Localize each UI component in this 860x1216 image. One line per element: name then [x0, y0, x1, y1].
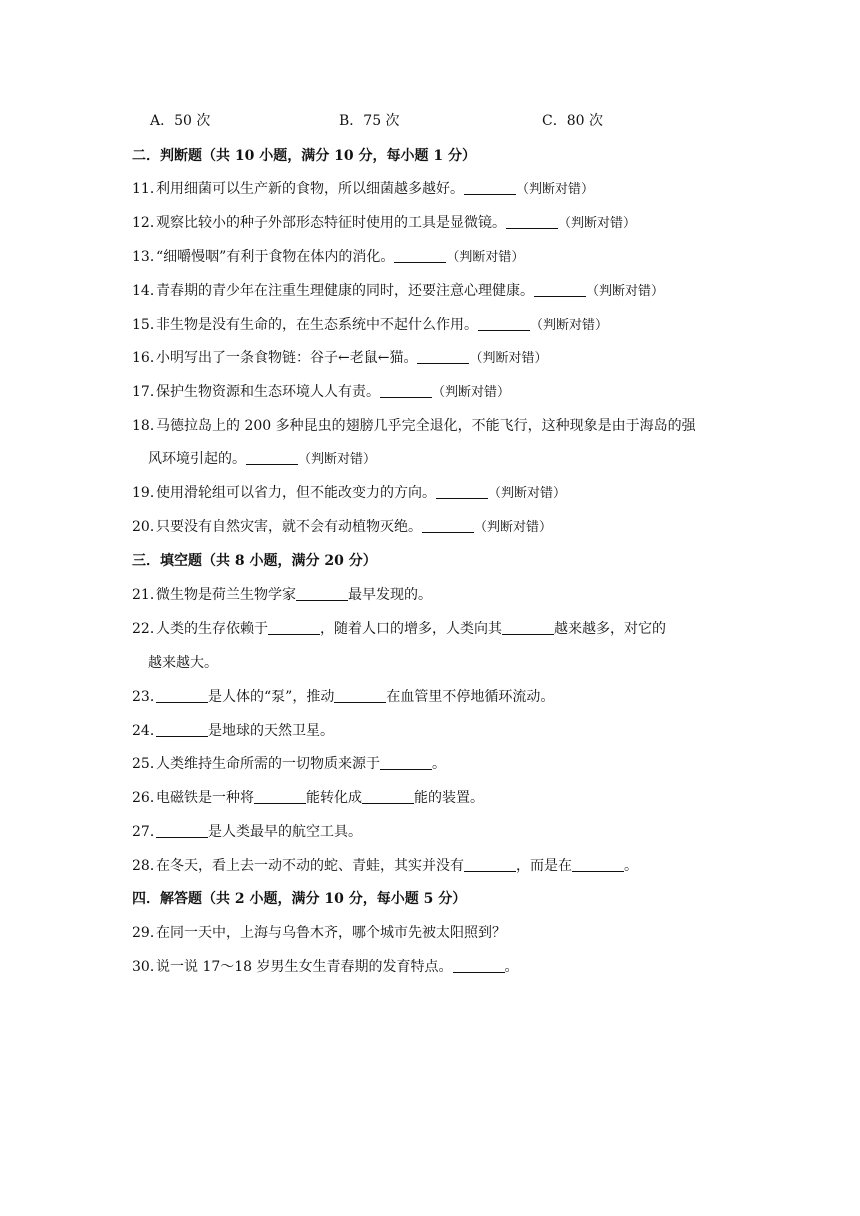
option-b: B．75 次 [339, 113, 400, 129]
question-number: 23． [132, 689, 164, 705]
question-number: 25． [132, 756, 164, 772]
judge-tag: （判断对错） [558, 216, 637, 231]
answer-blank[interactable] [334, 688, 386, 703]
question-text: 在同一天中，上海与乌鲁木齐，哪个城市先被太阳照到？ [156, 925, 506, 941]
question-16 [132, 347, 860, 369]
question-text: 。 [504, 959, 519, 975]
answer-blank[interactable] [246, 450, 298, 465]
judge-tag: （判断对错） [516, 182, 595, 197]
judge-tag: （判断对错） [586, 284, 665, 299]
answer-blank[interactable] [380, 755, 432, 770]
question-text: 保护生物资源和生态环境人人有责。 [156, 384, 380, 400]
question-text: 。 [624, 858, 638, 874]
question-text: 使用滑轮组可以省力，但不能改变力的方向。 [156, 485, 436, 501]
answer-blank[interactable] [464, 857, 516, 872]
question-13 [132, 246, 860, 268]
option-a: A．50 次 [150, 113, 211, 129]
question-number: 27． [132, 824, 164, 840]
section-3-heading: 三．填空题（共 8 小题，满分 20 分） [132, 553, 377, 569]
question-number: 19． [132, 485, 164, 501]
question-15 [132, 314, 860, 336]
question-number: 26． [132, 790, 164, 806]
answer-blank[interactable] [506, 214, 558, 229]
question-text: 是人体的“泵”，推动 [208, 689, 335, 705]
question-22 [132, 618, 860, 640]
answer-blank[interactable] [268, 620, 320, 635]
answer-blank[interactable] [156, 823, 208, 838]
question-text: 是人类最早的航空工具。 [208, 824, 362, 840]
question-text: 说一说 17～18 岁男生女生青春期的发育特点。 [156, 959, 453, 975]
question-text: 小明写出了一条食物链：谷子←老鼠←猫。 [156, 350, 418, 366]
question-24 [132, 720, 860, 742]
question-number: 29． [132, 925, 164, 941]
answer-blank[interactable] [362, 789, 414, 804]
question-number: 22． [132, 621, 164, 637]
judge-tag: （判断对错） [298, 452, 377, 467]
question-number: 30． [132, 959, 164, 975]
question-text-continued: 越来越大。 [148, 655, 218, 671]
question-number: 20． [132, 519, 164, 535]
question-30 [132, 956, 860, 978]
question-text: 人类维持生命所需的一切物质来源于 [156, 756, 380, 772]
question-26 [132, 787, 860, 809]
question-12 [132, 212, 860, 234]
question-number: 14． [132, 283, 164, 299]
question-text: 人类的生存依赖于 [156, 621, 268, 637]
question-number: 24． [132, 723, 164, 739]
question-number: 11． [132, 181, 164, 197]
answer-blank[interactable] [417, 349, 469, 364]
answer-blank[interactable] [422, 518, 474, 533]
section-4-heading: 四．解答题（共 2 小题，满分 10 分，每小题 5 分） [132, 891, 467, 907]
judge-tag: （判断对错） [530, 318, 609, 333]
question-28 [132, 855, 860, 877]
question-22-continued [148, 652, 860, 674]
judge-tag: （判断对错） [469, 351, 548, 366]
question-text: 电磁铁是一种将 [156, 790, 254, 806]
question-11 [132, 178, 860, 200]
question-25 [132, 753, 860, 775]
judge-tag: （判断对错） [488, 486, 567, 501]
answer-blank[interactable] [394, 248, 446, 263]
answer-blank[interactable] [464, 180, 516, 195]
question-14 [132, 280, 860, 302]
answer-blank[interactable] [156, 722, 208, 737]
question-text: 微生物是荷兰生物学家 [156, 587, 296, 603]
question-text: 越来越多，对它的 [554, 621, 666, 637]
judge-tag: （判断对错） [432, 385, 511, 400]
answer-blank[interactable] [254, 789, 306, 804]
question-number: 28． [132, 858, 164, 874]
answer-blank[interactable] [572, 857, 624, 872]
question-text: 在冬天，看上去一动不动的蛇、青蛙，其实并没有 [156, 858, 464, 874]
question-text: “细嚼慢咽”有利于食物在体内的消化。 [156, 249, 395, 265]
section-2-heading: 二．判断题（共 10 小题，满分 10 分，每小题 1 分） [132, 148, 476, 164]
question-18-continued [148, 448, 860, 470]
question-text: 是地球的天然卫星。 [208, 723, 334, 739]
question-text: 马德拉岛上的 200 多种昆虫的翅膀几乎完全退化，不能飞行，这种现象是由于海岛的强 [156, 418, 696, 434]
answer-blank[interactable] [478, 316, 530, 331]
judge-tag: （判断对错） [446, 250, 525, 265]
answer-blank[interactable] [380, 383, 432, 398]
question-number: 21． [132, 587, 164, 603]
question-17 [132, 381, 860, 403]
question-29 [132, 922, 860, 944]
question-text: 。 [432, 756, 446, 772]
question-number: 17． [132, 384, 164, 400]
question-text: 青春期的青少年在注重生理健康的同时，还要注意心理健康。 [156, 283, 534, 299]
question-text: 最早发现的。 [348, 587, 432, 603]
answer-blank[interactable] [502, 620, 554, 635]
question-text: 能的装置。 [414, 790, 484, 806]
question-text-continued: 风环境引起的。 [148, 451, 246, 467]
question-number: 13． [132, 249, 164, 265]
answer-blank[interactable] [453, 958, 505, 973]
judge-tag: （判断对错） [474, 520, 553, 535]
options-line [0, 110, 860, 132]
question-text: 在血管里不停地循环流动。 [386, 689, 555, 705]
answer-blank[interactable] [156, 688, 208, 703]
question-23 [132, 686, 860, 708]
answer-blank[interactable] [296, 586, 348, 601]
question-number: 15． [132, 317, 164, 333]
question-18 [132, 415, 860, 437]
option-c: C．80 次 [542, 113, 603, 129]
question-number: 18． [132, 418, 164, 434]
question-text: 能转化成 [306, 790, 362, 806]
question-text: ，而是在 [516, 858, 572, 874]
question-text: 只要没有自然灾害，就不会有动植物灭绝。 [156, 519, 422, 535]
answer-blank[interactable] [534, 282, 586, 297]
question-27 [132, 821, 860, 843]
question-text: ，随着人口的增多，人类向其 [320, 621, 502, 637]
question-text: 利用细菌可以生产新的食物，所以细菌越多越好。 [156, 181, 464, 197]
question-number: 16． [132, 350, 164, 366]
question-number: 12． [132, 215, 164, 231]
question-19 [132, 482, 860, 504]
question-20 [132, 516, 860, 538]
question-text: 观察比较小的种子外部形态特征时使用的工具是显微镜。 [156, 215, 506, 231]
answer-blank[interactable] [436, 484, 488, 499]
question-21 [132, 584, 860, 606]
question-text: 非生物是没有生命的，在生态系统中不起什么作用。 [156, 317, 478, 333]
